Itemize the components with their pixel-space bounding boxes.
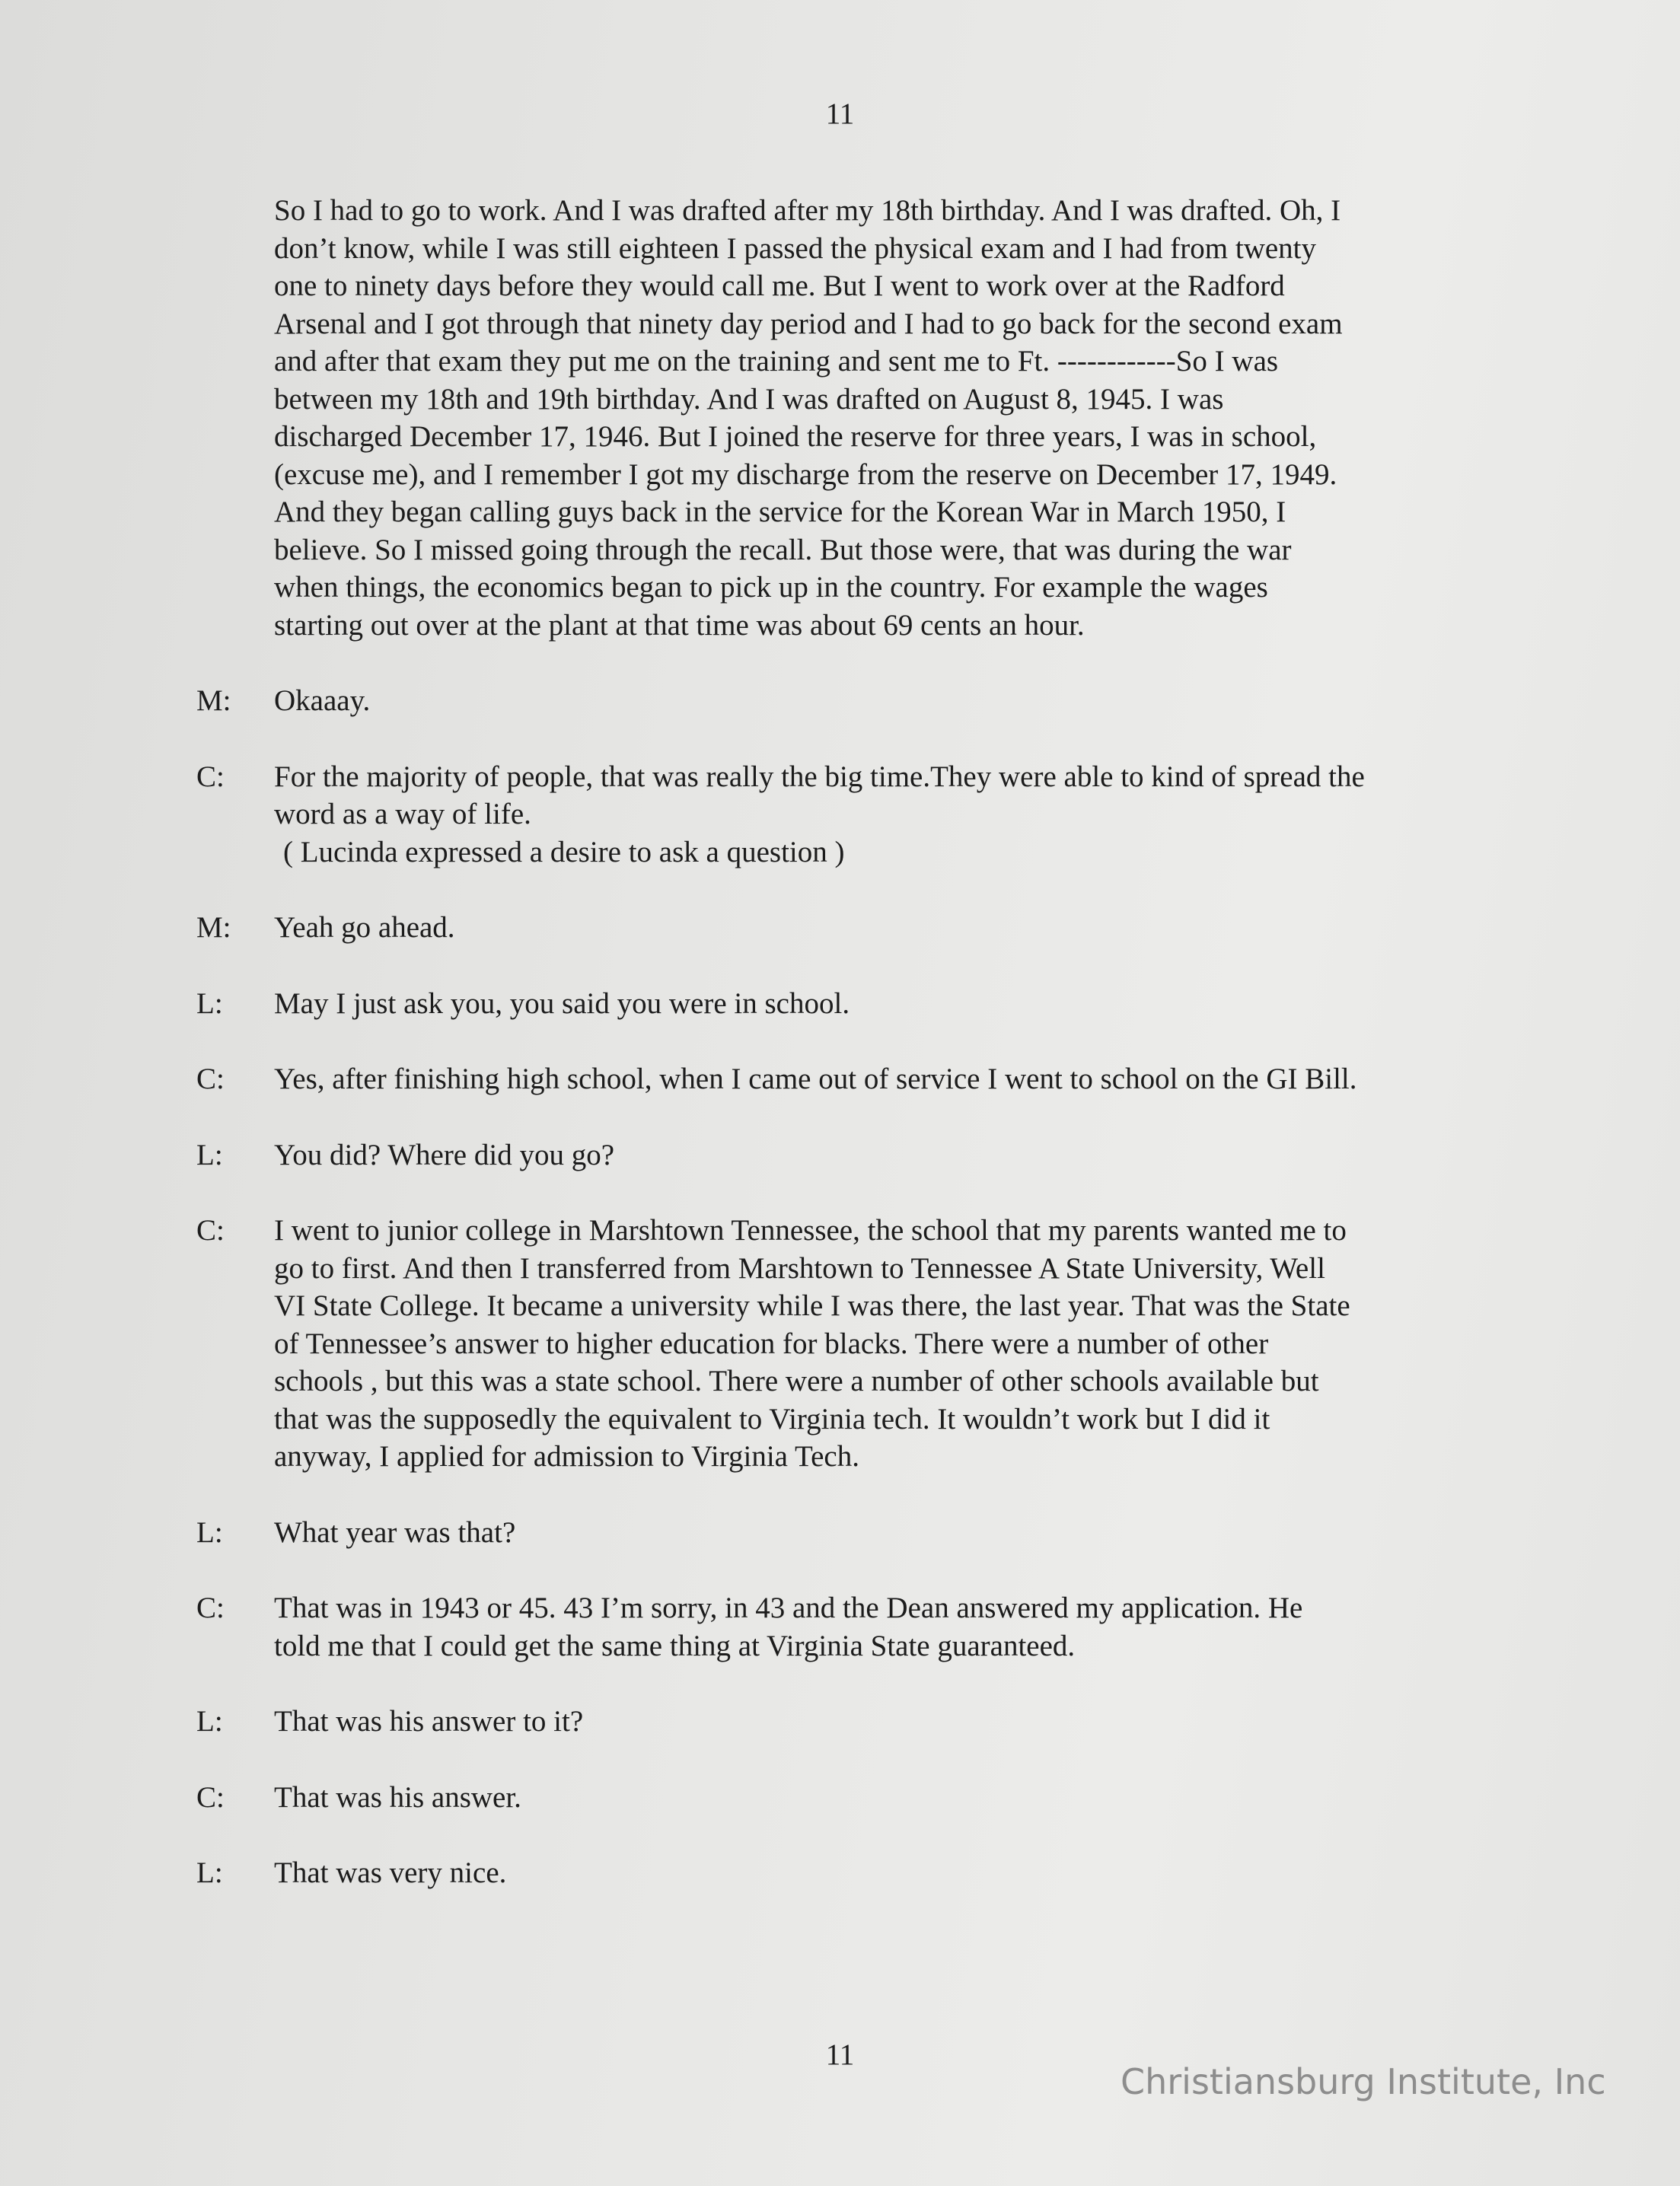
watermark: Christiansburg Institute, Inc <box>1121 2061 1606 2102</box>
speech-text: That was his answer to it? <box>274 1705 584 1738</box>
speech-text: So I had to go to work. And I was drafted after my 18th birthday. And I was drafted. Oh, I don’t know, while I was still eighteen I passed the physical exam and I had from twenty one to ninety days before they would call me. But I went to work over at the Radford Arsenal and I got through that ninety day period and I had to go back for the second exam and after that exam they put me on the training and sent me to Ft. ------------So I was between my 18th and 19th birthday. And I was drafted on August 8, 1945. I was discharged December 17, 1946. But I joined the reserve for three years, I was in school, (excuse me), and I remember I got my discharge from the reserve on December 17, 1949. And they began calling guys back in the service for the Korean War in March 1950, I believe. So I missed going through the recall. But those were, that was during the war when things, the economics began to pick up in the country. For example the wages starting out over at the plant at that time was about 69 cents an hour. <box>274 194 1343 642</box>
transcript-block <box>196 1212 1529 1476</box>
speech-text: What year was that? <box>274 1515 516 1549</box>
transcript-block <box>196 1060 1529 1098</box>
transcript-block <box>196 1703 1529 1741</box>
speech-text: Yes, after finishing high school, when I came out of service I went to school on the GI Bill. <box>274 1063 1357 1095</box>
transcript-body <box>196 192 1529 1892</box>
page-number-bottom: 11 <box>825 2038 855 2071</box>
transcript-block <box>196 985 1529 1023</box>
page-number-top: 11 <box>825 97 855 130</box>
speech-text: I went to junior college in Marshtown Tennessee, the school that my parents wanted me to go to first. And then I transferred from Marshtown to Tennessee A State University, Well VI State College. It became a university while I was there, the last year. That was the State of Tennessee’s answer to higher education for blacks. There were a number of other schools , but this was a state school. There were a number of other schools available but that was the supposedly the equivalent to Virginia tech. It wouldn’t work but I did it anyway, I applied for admission to Virginia Tech. <box>274 1214 1350 1473</box>
speech-text: That was his answer. <box>274 1780 521 1814</box>
speaker-label: L: <box>196 986 223 1020</box>
transcript-block <box>196 1514 1529 1552</box>
speaker-label: C: <box>196 1780 225 1814</box>
speaker-label: M: <box>196 684 231 717</box>
speech-text: May I just ask you, you said you were in school. <box>274 986 850 1020</box>
speech-text: Okaaay. <box>274 684 371 717</box>
speech-text: Yeah go ahead. <box>274 911 455 944</box>
speech-text: For the majority of people, that was really the big time.They were able to kind of spread the word as a way of life. <box>274 760 1365 830</box>
speech-text: You did? Where did you go? <box>274 1138 615 1171</box>
transcript-block <box>196 909 1529 947</box>
speaker-label: L: <box>196 1856 223 1889</box>
speech-group <box>274 758 1529 872</box>
transcript-block <box>196 758 1529 872</box>
speaker-label: C: <box>196 760 225 793</box>
speaker-label: L: <box>196 1138 223 1171</box>
speech-text: That was in 1943 or 45. 43 I’m sorry, in 43 and the Dean answered my application. He told me that I could get the same thing at Virginia State guaranteed. <box>274 1592 1303 1662</box>
transcript-block <box>196 1854 1529 1892</box>
stage-direction: ( Lucinda expressed a desire to ask a question ) <box>283 835 845 868</box>
speech-text: That was very nice. <box>274 1856 507 1889</box>
transcript-block <box>196 1779 1529 1817</box>
speaker-label: L: <box>196 1515 223 1549</box>
speaker-label <box>196 192 274 644</box>
speaker-label: M: <box>196 911 231 944</box>
speaker-label: L: <box>196 1705 223 1738</box>
speaker-label: C: <box>196 1592 225 1624</box>
transcript-block <box>196 192 1529 644</box>
speaker-label: C: <box>196 1063 225 1095</box>
speaker-label: C: <box>196 1214 225 1247</box>
transcript-block <box>196 682 1529 720</box>
transcript-block <box>196 1136 1529 1174</box>
transcript-block <box>196 1589 1529 1665</box>
